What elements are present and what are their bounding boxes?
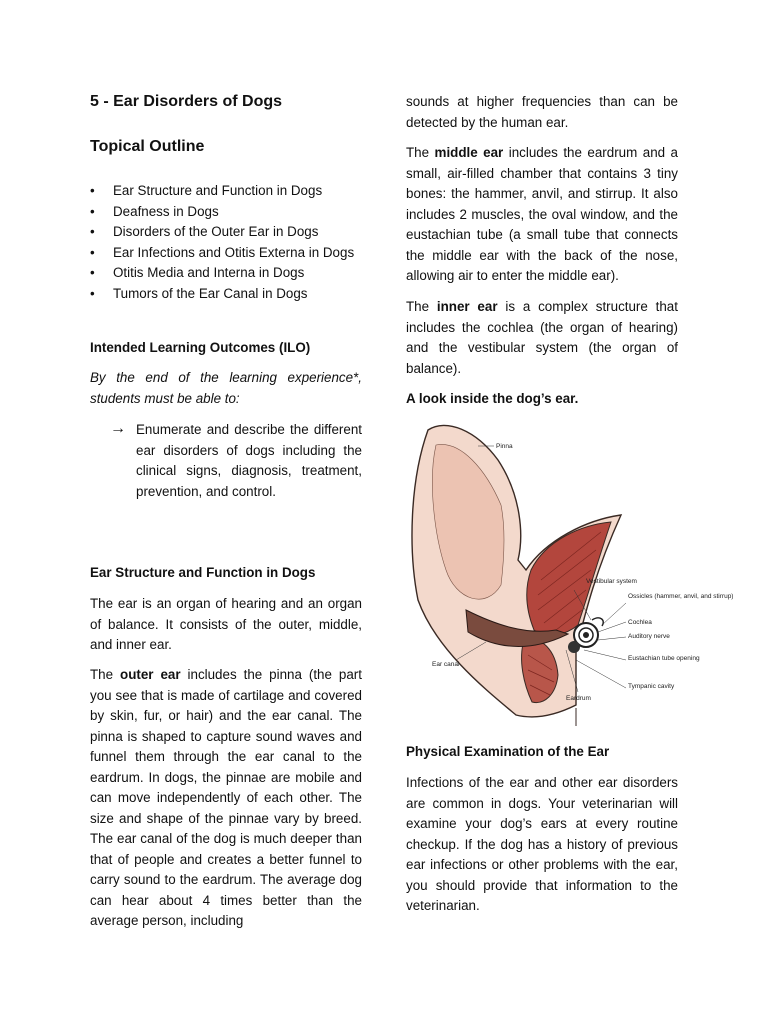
middle-ear-pre: The	[406, 145, 430, 160]
inner-ear-text: is a complex structure that includes the cochlea (the organ of hearing) and the vestibular system (the organ of balance).	[406, 299, 678, 376]
inner-ear-paragraph	[406, 297, 678, 379]
structure-paragraph: The ear is an organ of hearing and an organ of balance. It consists of the outer, middle, and inner ear.	[90, 596, 362, 652]
outer-ear-paragraph	[90, 665, 362, 932]
ilo-intro: By the end of the learning experience*, students must be able to:	[90, 370, 362, 406]
inner-ear-pre: The	[406, 299, 430, 314]
outline-item: • Disorders of the Outer Ear in Dogs	[90, 222, 362, 243]
outer-ear-term: outer ear	[120, 667, 181, 682]
label-cochlea: Cochlea	[628, 619, 652, 626]
exam-heading: Physical Examination of the Ear	[406, 744, 610, 759]
structure-heading: Ear Structure and Function in Dogs	[90, 565, 316, 580]
page-title: 5 - Ear Disorders of Dogs	[90, 93, 283, 110]
outline-item: • Otitis Media and Interna in Dogs	[90, 263, 362, 284]
outline-item: • Deafness in Dogs	[90, 202, 362, 223]
outline-item: • Ear Infections and Otitis Externa in Dogs	[90, 243, 362, 264]
label-ossicles: Ossicles (hammer, anvil, and stirrup)	[628, 593, 734, 600]
outline-item: • Tumors of the Ear Canal in Dogs	[90, 284, 362, 305]
outline-heading: Topical Outline	[90, 138, 205, 155]
middle-ear-text: includes the eardrum and a small, air-filled chamber that contains 3 tiny bones: the hammer, anvil, and stirrup. It also includes 2 muscles, the oval window, and the eustachian tube (a small tube that connects the middle ear with the back of the nose, allowing air to enter the middle ear).	[406, 145, 678, 283]
dog-ear-illustration	[406, 420, 734, 730]
middle-ear-term: middle ear	[434, 145, 504, 160]
outer-ear-text: includes the pinna (the part you see that is made of cartilage and covered by skin, fur, or hair) and the ear canal. The pinna is shaped to capture sound waves and funnel them through the ear canal to the eardrum. In dogs, the pinnae are mobile and can move independently of each other. The size and shape of the pinnae vary by breed. The ear canal of the dog is much deeper than that of people and creates a better funnel to carry sound to the eardrum. The average dog can hear about 4 times better than the average person, including	[90, 667, 362, 928]
arrow-icon: →	[110, 420, 126, 437]
ilo-item	[110, 420, 362, 502]
label-eardrum: Eardrum	[566, 695, 591, 702]
label-ear-canal: Ear canal	[432, 661, 460, 668]
exam-paragraph: Infections of the ear and other ear disorders are common in dogs. Your veterinarian will examine your dog’s ears at every routine checkup. If the dog has a history of previous ear infections or other problems with the ear, you should provide that information to the veterinarian.	[406, 775, 678, 913]
label-vestibular: Vestibular system	[586, 578, 637, 585]
outline-item: • Ear Structure and Function in Dogs	[90, 181, 362, 202]
label-auditory: Auditory nerve	[628, 633, 670, 640]
figure-heading: A look inside the dog’s ear.	[406, 391, 579, 406]
label-eustachian: Eustachian tube opening	[628, 655, 700, 662]
label-pinna: Pinna	[496, 443, 513, 450]
middle-ear-paragraph	[406, 143, 678, 287]
ilo-item-text: Enumerate and describe the different ear disorders of dogs including the clinical signs, diagnosis, treatment, prevention, and control.	[136, 422, 362, 499]
ilo-heading: Intended Learning Outcomes (ILO)	[90, 340, 311, 355]
continued-paragraph: sounds at higher frequencies than can be detected by the human ear.	[406, 94, 678, 130]
outer-ear-pre: The	[90, 667, 114, 682]
label-tympanic: Tympanic cavity	[628, 683, 675, 690]
outline-list	[90, 181, 362, 304]
inner-ear-term: inner ear	[436, 299, 498, 314]
